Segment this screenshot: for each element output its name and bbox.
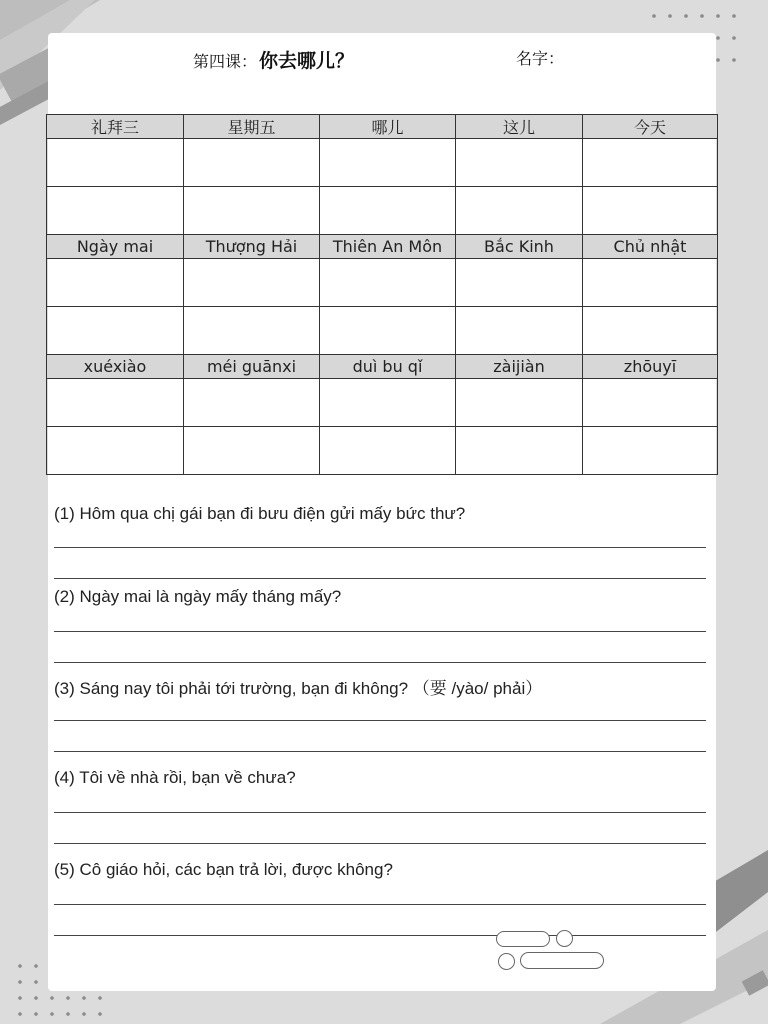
vocab-cell: Ngày mai xyxy=(47,235,184,259)
lesson-label: 第四课： xyxy=(193,52,258,71)
answer-cell[interactable] xyxy=(583,307,718,355)
answer-row xyxy=(47,307,718,355)
table-header-row xyxy=(47,115,718,139)
vocab-cell: xuéxiào xyxy=(47,355,184,379)
answer-cell[interactable] xyxy=(583,259,718,307)
answer-cell[interactable] xyxy=(456,427,583,475)
table-header-row xyxy=(47,235,718,259)
answer-cell[interactable] xyxy=(583,187,718,235)
question-4: (4) Tôi về nhà rồi, bạn về chưa? xyxy=(54,768,296,787)
answer-cell[interactable] xyxy=(47,187,184,235)
lesson-title: 你去哪儿？ xyxy=(259,50,355,72)
answer-cell[interactable] xyxy=(184,307,320,355)
answer-cell[interactable] xyxy=(456,187,583,235)
decorative-circle xyxy=(556,930,573,947)
vocab-cell: zàijiàn xyxy=(456,355,583,379)
vocab-cell: 礼拜三 xyxy=(47,115,184,139)
answer-cell[interactable] xyxy=(320,259,456,307)
answer-row xyxy=(47,259,718,307)
vocab-cell: 今天 xyxy=(583,115,718,139)
answer-cell[interactable] xyxy=(583,427,718,475)
answer-cell[interactable] xyxy=(184,187,320,235)
question-1: (1) Hôm qua chị gái bạn đi bưu điện gửi mấy bức thư? xyxy=(54,504,466,523)
answer-cell[interactable] xyxy=(184,139,320,187)
answer-cell[interactable] xyxy=(47,307,184,355)
answer-cell[interactable] xyxy=(47,379,184,427)
vocab-cell: Thượng Hải xyxy=(184,235,320,259)
name-label: 名字： xyxy=(516,49,565,68)
answer-cell[interactable] xyxy=(47,427,184,475)
question-3: (3) Sáng nay tôi phải tới trường, bạn đi không? （要 /yào/ phải） xyxy=(54,679,543,698)
answer-cell[interactable] xyxy=(320,187,456,235)
answer-cell[interactable] xyxy=(320,307,456,355)
question-5: (5) Cô giáo hỏi, các bạn trả lời, được không? xyxy=(54,860,393,879)
answer-row xyxy=(47,187,718,235)
vocab-table xyxy=(46,114,718,475)
answer-row xyxy=(47,379,718,427)
answer-cell[interactable] xyxy=(320,379,456,427)
answer-cell[interactable] xyxy=(184,259,320,307)
vocab-cell: duì bu qǐ xyxy=(320,355,456,379)
answer-line[interactable] xyxy=(54,935,706,936)
vocab-cell: 哪儿 xyxy=(320,115,456,139)
answer-cell[interactable] xyxy=(456,139,583,187)
answer-cell[interactable] xyxy=(47,139,184,187)
decorative-circle xyxy=(498,953,515,970)
answer-row xyxy=(47,139,718,187)
answer-cell[interactable] xyxy=(320,139,456,187)
decorative-pill xyxy=(496,931,550,947)
vocab-cell: méi guānxi xyxy=(184,355,320,379)
table-header-row xyxy=(47,355,718,379)
decorative-pill xyxy=(520,952,604,969)
answer-cell[interactable] xyxy=(184,379,320,427)
vocab-cell: Bắc Kinh xyxy=(456,235,583,259)
vocab-cell: Thiên An Môn xyxy=(320,235,456,259)
answer-cell[interactable] xyxy=(456,307,583,355)
vocab-cell: zhōuyī xyxy=(583,355,718,379)
answer-cell[interactable] xyxy=(47,259,184,307)
answer-cell[interactable] xyxy=(583,139,718,187)
answer-cell[interactable] xyxy=(456,259,583,307)
answer-cell[interactable] xyxy=(456,379,583,427)
vocab-cell: 星期五 xyxy=(184,115,320,139)
lesson-heading xyxy=(193,46,354,76)
answer-cell[interactable] xyxy=(184,427,320,475)
question-2: (2) Ngày mai là ngày mấy tháng mấy? xyxy=(54,587,342,606)
vocab-cell: Chủ nhật xyxy=(583,235,718,259)
question-list xyxy=(54,500,706,936)
answer-row xyxy=(47,427,718,475)
vocab-cell: 这儿 xyxy=(456,115,583,139)
answer-cell[interactable] xyxy=(320,427,456,475)
answer-cell[interactable] xyxy=(583,379,718,427)
